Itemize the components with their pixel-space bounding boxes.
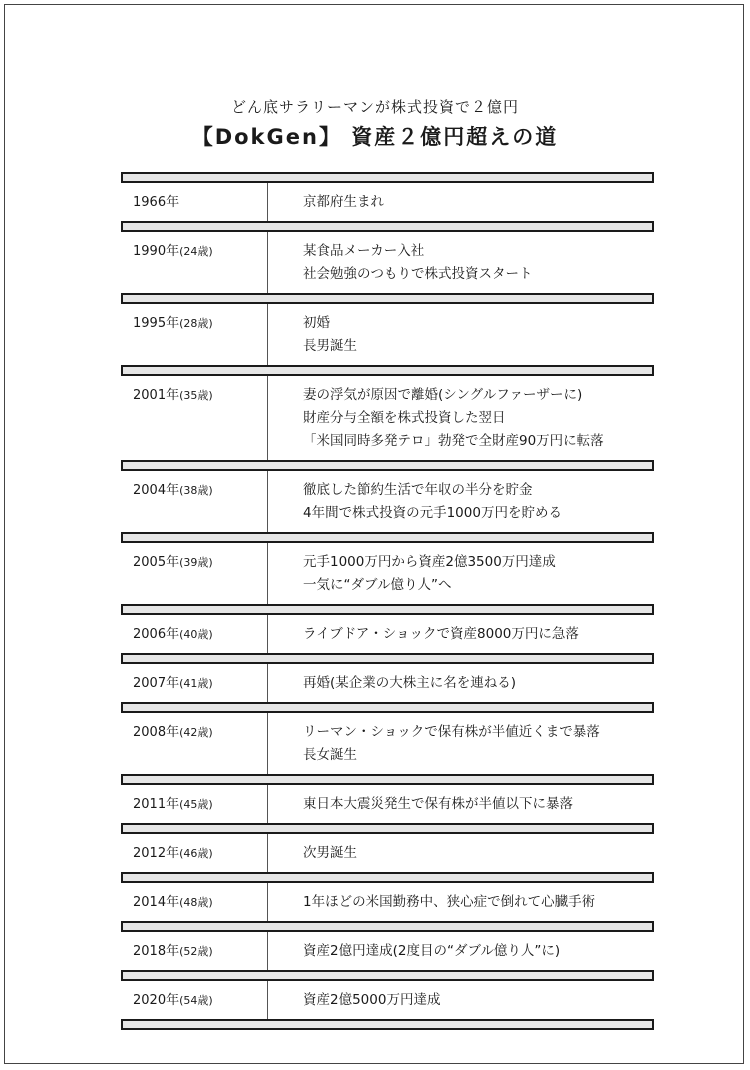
timeline-row [121,304,654,365]
column-divider [267,713,268,774]
year-cell [121,989,268,1012]
year-cell [121,384,268,453]
event-cell [268,479,654,525]
event-cell [268,940,654,963]
event-cell [268,240,654,286]
column-divider [267,232,268,293]
event-cell [268,891,654,914]
age-label: (48歳) [179,896,213,909]
event-text: 「米国同時多発テロ」勃発で全財産90万円に転落 [303,433,604,449]
timeline-row [121,664,654,702]
column-divider [267,664,268,702]
year-label: 2014年 [133,895,180,910]
event-cell [268,672,654,695]
year-cell [121,551,268,597]
column-divider [267,543,268,604]
row-separator [121,653,654,664]
row-separator [121,921,654,932]
column-divider [267,183,268,221]
row-separator [121,293,654,304]
year-label: 1990年 [133,244,180,259]
timeline-row [121,785,654,823]
event-cell [268,551,654,597]
age-label: (40歳) [179,628,213,641]
timeline-row [121,713,654,774]
event-cell [268,842,654,865]
timeline-row [121,932,654,970]
column-divider [267,304,268,365]
year-cell [121,479,268,525]
year-label: 2008年 [133,725,180,740]
timeline-row [121,981,654,1019]
age-label: (42歳) [179,726,213,739]
event-cell [268,623,654,646]
event-text: 再婚(某企業の大株主に名を連ねる) [303,675,517,691]
event-text: 長男誕生 [303,338,357,354]
timeline-row [121,376,654,460]
year-cell [121,842,268,865]
row-separator [121,1019,654,1030]
event-text: 次男誕生 [303,845,357,861]
event-text: 徹底した節約生活で年収の半分を貯金 [303,482,533,498]
column-divider [267,834,268,872]
age-label: (45歳) [179,798,213,811]
year-label: 2018年 [133,944,180,959]
year-cell [121,721,268,767]
column-divider [267,932,268,970]
year-cell [121,191,268,214]
row-separator [121,604,654,615]
year-cell [121,793,268,816]
year-label: 2007年 [133,676,180,691]
timeline-row [121,183,654,221]
event-text: 某食品メーカー入社 [303,243,425,259]
year-cell [121,240,268,286]
year-label: 2005年 [133,555,180,570]
row-separator [121,702,654,713]
year-label: 2004年 [133,483,180,498]
age-label: (39歳) [179,556,213,569]
event-cell [268,721,654,767]
event-text: 財産分与全額を株式投資した翌日 [303,410,506,426]
event-text: 東日本大震災発生で保有株が半値以下に暴落 [303,796,573,812]
event-text: 元手1000万円から資産2億3500万円達成 [303,554,556,570]
year-label: 2020年 [133,993,180,1008]
year-cell [121,672,268,695]
year-cell [121,940,268,963]
event-text: リーマン・ショックで保有株が半値近くまで暴落 [303,724,600,740]
row-separator [121,172,654,183]
event-cell [268,312,654,358]
row-separator [121,221,654,232]
year-label: 2012年 [133,846,180,861]
event-text: ライブドア・ショックで資産8000万円に急落 [303,626,579,642]
timeline-table [121,172,654,1030]
row-separator [121,460,654,471]
event-text: 長女誕生 [303,747,357,763]
column-divider [267,981,268,1019]
event-text: 資産2億5000万円達成 [303,992,441,1008]
event-text: 京都府生まれ [303,194,384,210]
age-label: (46歳) [179,847,213,860]
age-label: (24歳) [179,245,213,258]
column-divider [267,471,268,532]
year-cell [121,891,268,914]
year-label: 1966年 [133,195,180,210]
age-label: (38歳) [179,484,213,497]
row-separator [121,970,654,981]
row-separator [121,872,654,883]
year-label: 1995年 [133,316,180,331]
event-cell [268,191,654,214]
row-separator [121,823,654,834]
event-text: 1年ほどの米国勤務中、狭心症で倒れて心臓手術 [303,894,596,910]
timeline-row [121,232,654,293]
column-divider [267,785,268,823]
page-title: 【DokGen】 資産２億円超えの道 [191,125,559,149]
year-label: 2006年 [133,627,180,642]
year-label: 2001年 [133,388,180,403]
timeline-row [121,615,654,653]
event-text: 4年間で株式投資の元手1000万円を貯める [303,505,562,521]
timeline-row [121,471,654,532]
age-label: (54歳) [179,994,213,1007]
row-separator [121,774,654,785]
event-text: 社会勉強のつもりで株式投資スタート [303,266,533,282]
age-label: (28歳) [179,317,213,330]
timeline-row [121,834,654,872]
column-divider [267,376,268,460]
column-divider [267,615,268,653]
event-text: 一気に“ダブル億り人”へ [303,577,452,593]
year-cell [121,312,268,358]
timeline-row [121,883,654,921]
event-cell [268,793,654,816]
age-label: (35歳) [179,389,213,402]
age-label: (41歳) [179,677,213,690]
event-text: 初婚 [303,315,330,331]
event-cell [268,989,654,1012]
event-text: 資産2億円達成(2度目の“ダブル億り人”に) [303,943,561,959]
event-cell [268,384,654,453]
row-separator [121,532,654,543]
event-text: 妻の浮気が原因で離婚(シングルファーザーに) [303,387,583,403]
timeline-row [121,543,654,604]
page-subtitle: どん底サラリーマンが株式投資で２億円 [230,98,519,116]
year-label: 2011年 [133,797,180,812]
row-separator [121,365,654,376]
year-cell [121,623,268,646]
age-label: (52歳) [179,945,213,958]
column-divider [267,883,268,921]
